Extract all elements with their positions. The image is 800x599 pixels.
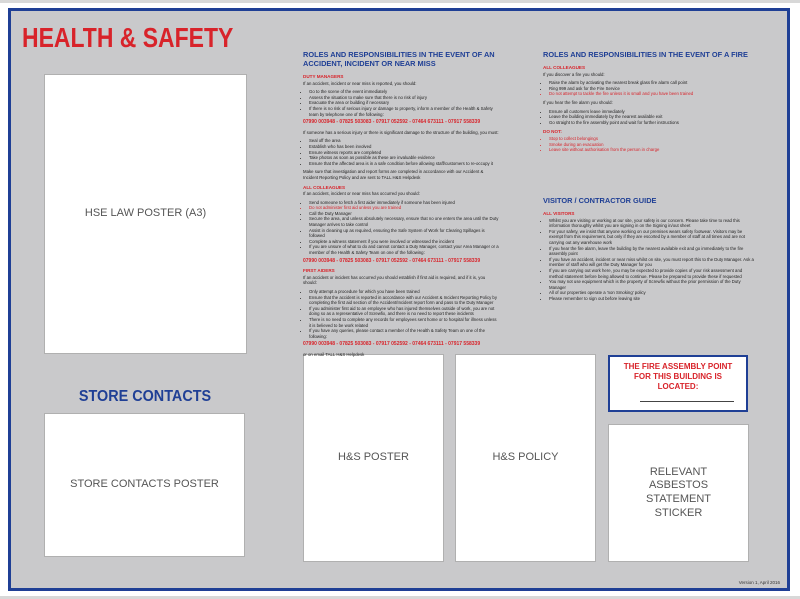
first-aiders-intro: If an accident or incident has occurred you should establish if first aid is required, and if it is, you should: — [303, 274, 486, 286]
list-item: • If you hear the fire alarm, leave the building by the nearest available exit and go immediately to the fire assembly point — [549, 246, 755, 257]
list-item: • Ensure that the accident is reported in accordance with our Accident & Incident Reporting Policy by completing the first aid section of the Accident/Incident report form and pass to the Duty Manager — [309, 295, 499, 306]
hse-law-poster-panel — [44, 74, 247, 354]
list-item: • Take photos as soon as possible as these are invaluable evidence — [309, 155, 499, 161]
fire-hear-list — [543, 109, 751, 126]
list-item: • If you administer first aid to an employee who has injured themselves outside of work, you are not doing so as a representative of Screwfix, and there is no need to report these incidents — [309, 306, 499, 317]
list-item: • Leave the building immediately by the nearest available exit — [549, 114, 751, 120]
page-title: HEALTH & SAFETY — [22, 22, 234, 53]
duty-managers-heading: DUTY MANAGERS — [303, 74, 344, 79]
list-item: • Secure the area, and unless absolutely necessary, ensure that no one enters the area until the Duty Manager arrives to take control — [309, 216, 499, 227]
list-item: • Only attempt a procedure for which you have been trained — [309, 289, 499, 295]
fire-discover-list — [543, 80, 751, 97]
list-item: • Call the Duty Manager — [309, 211, 499, 217]
list-item: • If you have any queries, please contact a member of the Health & Safety Team on one of the following: — [309, 328, 499, 339]
list-item: • Do not administer first aid unless you are trained — [309, 205, 499, 211]
list-item: • Leave site without authorisation from the person in charge — [549, 147, 751, 153]
email-line: or on email TALL H&S Helpdesk — [303, 351, 365, 357]
list-item: • Stop to collect belongings — [549, 136, 751, 142]
list-item: • Go straight to the fire assembly point and wait for further instructions — [549, 120, 751, 126]
list-item: • Smoke during an evacuation — [549, 142, 751, 148]
list-item: • Raise the alarm by activating the nearest break glass fire alarm call point — [549, 80, 751, 86]
list-item: • Send someone to fetch a first aider immediately if someone has been injured — [309, 200, 499, 206]
fire-assembly-point-text: THE FIRE ASSEMBLY POINT FOR THIS BUILDING IS LOCATED: — [623, 362, 733, 391]
first-aiders-heading: FIRST AIDERS — [303, 268, 335, 274]
list-item: • For your safety, we insist that anyone working on our premises wears safety footwear. Visitors may be exempt from this requirement, but only if they are escorted by a member of staff at all times and are not carrying out any warehouse work — [549, 229, 755, 246]
fire-assembly-write-line — [640, 401, 734, 402]
store-contacts-panel — [44, 413, 245, 557]
colleagues-heading: ALL COLLEAGUES — [303, 184, 346, 190]
hs-poster-panel — [303, 354, 444, 562]
visitor-heading: VISITOR / CONTRACTOR GUIDE — [543, 196, 657, 205]
list-item: • If there is no risk of serious injury or damage to property, inform a member of the Health & Safety team by telephone one of the following: — [309, 106, 499, 117]
fire-assembly-point-box — [608, 355, 748, 412]
hs-policy-panel — [455, 354, 596, 562]
hs-policy-label: H&S POLICY — [492, 451, 559, 464]
asbestos-sticker-label: RELEVANT ASBESTOS STATEMENT STICKER — [646, 465, 711, 519]
list-item: • Establish who has been involved — [309, 144, 499, 150]
version-label: Version 1, April 2016 — [738, 580, 780, 585]
colleagues-intro: If an accident, incident or near miss has occurred you should: — [303, 191, 420, 197]
serious-note: Make sure that investigation and report forms are completed in accordance with our Accident & Incident Reporting Policy and are sent to TALL H&S Helpdesk — [303, 169, 484, 180]
serious-list — [303, 138, 499, 166]
duty-managers-intro: If an accident, incident or near miss is reported, you should: — [303, 80, 417, 86]
fire-donot-heading: DO NOT: — [543, 129, 562, 135]
list-item: • Ensure that the affected area is in a safe condition before allowing staff/customers to re-occupy it — [309, 161, 499, 167]
hse-law-poster-label: HSE LAW POSTER (A3) — [84, 207, 207, 220]
list-item: • You may not use equipment which is the property of Screwfix without the prior permission of the Duty Manager — [549, 279, 755, 290]
fire-discover-intro: If you discover a fire you should: — [543, 71, 605, 77]
list-item: • Assess the situation to make sure that there is no risk of injury — [309, 95, 499, 101]
list-item: • Complete a witness statement if you were involved or witnessed the incident — [309, 239, 499, 245]
visitor-column — [543, 196, 755, 305]
list-item: • Assist in cleaning up as required, ensuring the Safe System of Work for Clearing Spillages is followed — [309, 228, 499, 239]
list-item: • If you are unsure of what to do and cannot contact a Duty Manager, contact your Area Manager or a member of the Health & Safety Team on one of the following: — [309, 244, 499, 255]
store-contacts-poster-label: STORE CONTACTS POSTER — [70, 478, 219, 491]
list-item: • If you have an accident, incident or near miss whilst on site, you must report this to the Duty Manager. Ask a member of staff who will get the Duty Manager for you — [549, 257, 755, 268]
fire-donot-list — [543, 136, 751, 153]
list-item: • If you are carrying out work here, you may be expected to provide copies of your risk assessment and method statement before being allowed to continue. Please be prepared to provide these if requested — [549, 268, 755, 279]
list-item: • Ensure witness reports are completed — [309, 150, 499, 156]
accident-heading: ROLES AND RESPONSIBILITIES IN THE EVENT OF AN ACCIDENT, INCIDENT OR NEAR MISS — [303, 50, 495, 68]
list-item: • There is no need to complete any records for employees sent home or to hospital for illness unless it is believed to be work related — [309, 317, 499, 328]
list-item: • Seal off the area — [309, 138, 499, 144]
list-item: • Ring 999 and ask for the Fire Service — [549, 86, 751, 92]
list-item: • Ensure all customers leave immediately — [549, 109, 751, 115]
fire-heading: ROLES AND RESPONSIBILITIES IN THE EVENT OF A FIRE — [543, 50, 748, 59]
phone-numbers: 07990 003948 - 07825 503083 - 07917 052592 - 07464 673111 - 07917 558339 — [303, 341, 481, 348]
registration-mark-top — [0, 0, 800, 3]
list-item: • Go to the scene of the event immediately — [309, 89, 499, 95]
duty-managers-list — [303, 89, 499, 117]
store-contacts-heading: STORE CONTACTS — [78, 388, 212, 405]
accident-column — [303, 50, 499, 361]
list-item: • Whilst you are visiting or working at our site, your safety is our concern. Please take time to read this information thoroughly whilst you are signing in on the Signing in/out sheet — [549, 218, 755, 229]
visitor-list — [543, 218, 755, 302]
list-item: • All of our properties operate a 'non Smoking' policy — [549, 290, 755, 296]
serious-intro: If someone has a serious injury or there is significant damage to the structure of the building, you must: — [303, 129, 499, 135]
asbestos-sticker-panel — [608, 424, 749, 562]
fire-column — [543, 50, 751, 156]
list-item: • Please remember to sign out before leaving site — [549, 296, 755, 302]
first-aiders-list — [303, 289, 499, 339]
hs-poster-label: H&S POSTER — [338, 451, 409, 464]
phone-numbers: 07990 003948 - 07825 503083 - 07917 052592 - 07464 673111 - 07917 558339 — [303, 119, 481, 126]
colleagues-list — [303, 200, 499, 256]
fire-colleagues-heading: ALL COLLEAGUES — [543, 65, 586, 70]
visitor-sub-heading: ALL VISITORS — [543, 211, 575, 216]
phone-numbers: 07990 003948 - 07825 503083 - 07917 052592 - 07464 673111 - 07917 558339 — [303, 257, 481, 264]
fire-hear-intro: If you hear the fire alarm you should: — [543, 99, 613, 105]
list-item: • Evacuate the area or building if necessary — [309, 100, 499, 106]
list-item: • Do not attempt to tackle the fire unless it is small and you have been trained — [549, 91, 751, 97]
